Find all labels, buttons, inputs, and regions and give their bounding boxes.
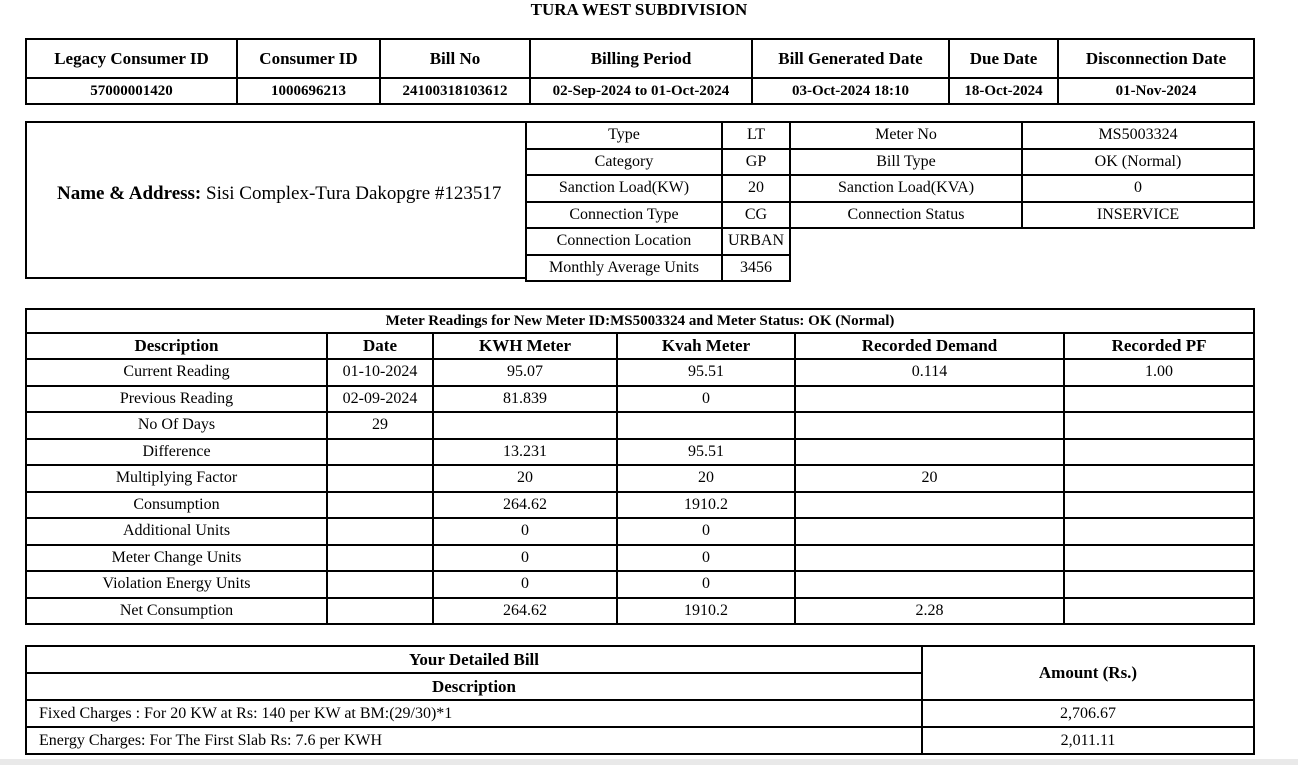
table-row — [26, 518, 1254, 545]
header-col-bill-no: Bill No — [380, 39, 530, 78]
table-cell: 0 — [433, 571, 617, 598]
table-cell: Difference — [26, 439, 327, 466]
table-cell — [1064, 386, 1254, 413]
table-cell: 81.839 — [433, 386, 617, 413]
info-blank — [790, 255, 1254, 282]
table-row — [26, 386, 1254, 413]
detailed-bill-heading: Your Detailed Bill — [26, 646, 922, 673]
bill-item-amount: 2,011.11 — [922, 727, 1254, 754]
table-cell — [1064, 412, 1254, 439]
table-cell — [1064, 545, 1254, 572]
table-cell: Net Consumption — [26, 598, 327, 625]
header-col-consumer-id: Consumer ID — [237, 39, 380, 78]
detailed-bill-table — [25, 645, 1255, 755]
meter-col-recorded-demand: Recorded Demand — [795, 333, 1064, 359]
meter-readings-table — [25, 308, 1255, 625]
meter-rows — [26, 359, 1254, 624]
table-row — [26, 359, 1254, 386]
table-cell — [1064, 598, 1254, 625]
info-label-category: Category — [526, 149, 722, 176]
bill-item-description: Energy Charges: For The First Slab Rs: 7.6 per KWH — [26, 727, 922, 754]
amount-header: Amount (Rs.) — [922, 646, 1254, 700]
table-row — [26, 727, 1254, 754]
table-cell: Violation Energy Units — [26, 571, 327, 598]
meter-col-description: Description — [26, 333, 327, 359]
table-cell — [327, 492, 433, 519]
table-cell — [327, 518, 433, 545]
table-cell — [795, 571, 1064, 598]
table-cell: 20 — [617, 465, 795, 492]
info-value-sanction-load-kw: 20 — [722, 175, 790, 202]
meter-col-recorded-pf: Recorded PF — [1064, 333, 1254, 359]
table-cell: 1.00 — [1064, 359, 1254, 386]
bill-generated-date: 03-Oct-2024 18:10 — [752, 78, 949, 104]
info-value-bill-type: OK (Normal) — [1022, 149, 1254, 176]
table-cell — [1064, 492, 1254, 519]
table-cell — [327, 571, 433, 598]
info-label-monthly-average-units: Monthly Average Units — [526, 255, 722, 282]
table-cell: Previous Reading — [26, 386, 327, 413]
table-cell — [327, 439, 433, 466]
table-cell — [1064, 518, 1254, 545]
meter-col-kwh: KWH Meter — [433, 333, 617, 359]
table-row — [26, 545, 1254, 572]
header-col-legacy-id: Legacy Consumer ID — [26, 39, 237, 78]
table-cell — [1064, 439, 1254, 466]
table-cell: Meter Change Units — [26, 545, 327, 572]
table-cell: 1910.2 — [617, 492, 795, 519]
table-row — [26, 598, 1254, 625]
name-address-box — [25, 121, 527, 279]
header-col-billing-period: Billing Period — [530, 39, 752, 78]
table-cell: 1910.2 — [617, 598, 795, 625]
table-cell: 0 — [433, 518, 617, 545]
table-cell — [795, 412, 1064, 439]
page-title: TURA WEST SUBDIVISION — [530, 0, 748, 19]
bill-item-amount: 2,706.67 — [922, 700, 1254, 727]
info-blank — [790, 228, 1254, 255]
table-cell: No Of Days — [26, 412, 327, 439]
name-address-label: Name & Address: — [57, 183, 202, 204]
table-cell: 95.51 — [617, 439, 795, 466]
header-col-disconnection-date: Disconnection Date — [1058, 39, 1254, 78]
header-col-bill-generated-date: Bill Generated Date — [752, 39, 949, 78]
meter-col-kvah: Kvah Meter — [617, 333, 795, 359]
info-value-sanction-load-kva: 0 — [1022, 175, 1254, 202]
table-cell — [1064, 571, 1254, 598]
info-value-connection-status: INSERVICE — [1022, 202, 1254, 229]
table-cell: 29 — [327, 412, 433, 439]
meter-col-date: Date — [327, 333, 433, 359]
table-cell: 13.231 — [433, 439, 617, 466]
connection-info-table — [525, 121, 1255, 282]
table-cell: 2.28 — [795, 598, 1064, 625]
table-cell: 264.62 — [433, 492, 617, 519]
table-row — [26, 492, 1254, 519]
info-label-connection-type: Connection Type — [526, 202, 722, 229]
table-cell — [327, 465, 433, 492]
consumer-id: 1000696213 — [237, 78, 380, 104]
table-cell — [795, 492, 1064, 519]
table-cell: 02-09-2024 — [327, 386, 433, 413]
table-row — [26, 439, 1254, 466]
bill-description-header: Description — [26, 673, 922, 700]
table-cell: Additional Units — [26, 518, 327, 545]
table-cell — [327, 598, 433, 625]
table-row — [26, 465, 1254, 492]
table-cell: 20 — [433, 465, 617, 492]
due-date: 18-Oct-2024 — [949, 78, 1058, 104]
disconnection-date: 01-Nov-2024 — [1058, 78, 1254, 104]
info-value-category: GP — [722, 149, 790, 176]
info-value-connection-type: CG — [722, 202, 790, 229]
table-cell: 0 — [617, 386, 795, 413]
info-label-sanction-load-kva: Sanction Load(KVA) — [790, 175, 1022, 202]
table-cell: Current Reading — [26, 359, 327, 386]
info-label-meter-no: Meter No — [790, 122, 1022, 149]
table-cell: 0 — [433, 545, 617, 572]
info-label-connection-location: Connection Location — [526, 228, 722, 255]
table-cell — [617, 412, 795, 439]
table-cell — [795, 386, 1064, 413]
table-cell — [1064, 465, 1254, 492]
table-cell: 20 — [795, 465, 1064, 492]
legacy-consumer-id: 57000001420 — [26, 78, 237, 104]
table-cell: 0 — [617, 518, 795, 545]
table-row — [26, 412, 1254, 439]
info-value-meter-no: MS5003324 — [1022, 122, 1254, 149]
table-cell: 264.62 — [433, 598, 617, 625]
table-cell: 0.114 — [795, 359, 1064, 386]
info-value-connection-location: URBAN — [722, 228, 790, 255]
table-cell — [433, 412, 617, 439]
table-cell — [327, 545, 433, 572]
bill-no: 24100318103612 — [380, 78, 530, 104]
table-cell: Consumption — [26, 492, 327, 519]
table-cell: 95.07 — [433, 359, 617, 386]
meter-readings-caption: Meter Readings for New Meter ID:MS5003324 and Meter Status: OK (Normal) — [26, 309, 1254, 333]
bill-item-description: Fixed Charges : For 20 KW at Rs: 140 per KW at BM:(29/30)*1 — [26, 700, 922, 727]
header-col-due-date: Due Date — [949, 39, 1058, 78]
info-label-sanction-load-kw: Sanction Load(KW) — [526, 175, 722, 202]
info-label-type: Type — [526, 122, 722, 149]
table-cell — [795, 439, 1064, 466]
consumer-header-table — [25, 38, 1255, 105]
name-address-value: Sisi Complex-Tura Dakopgre #123517 — [206, 183, 502, 204]
table-cell: 0 — [617, 571, 795, 598]
table-cell — [795, 545, 1064, 572]
info-value-type: LT — [722, 122, 790, 149]
table-row — [26, 571, 1254, 598]
table-row — [26, 700, 1254, 727]
horizontal-scrollbar[interactable] — [0, 759, 1298, 765]
table-cell: 0 — [617, 545, 795, 572]
table-cell: 01-10-2024 — [327, 359, 433, 386]
info-label-bill-type: Bill Type — [790, 149, 1022, 176]
table-cell — [795, 518, 1064, 545]
info-value-monthly-average-units: 3456 — [722, 255, 790, 282]
table-cell: Multiplying Factor — [26, 465, 327, 492]
billing-period: 02-Sep-2024 to 01-Oct-2024 — [530, 78, 752, 104]
info-label-connection-status: Connection Status — [790, 202, 1022, 229]
table-cell: 95.51 — [617, 359, 795, 386]
